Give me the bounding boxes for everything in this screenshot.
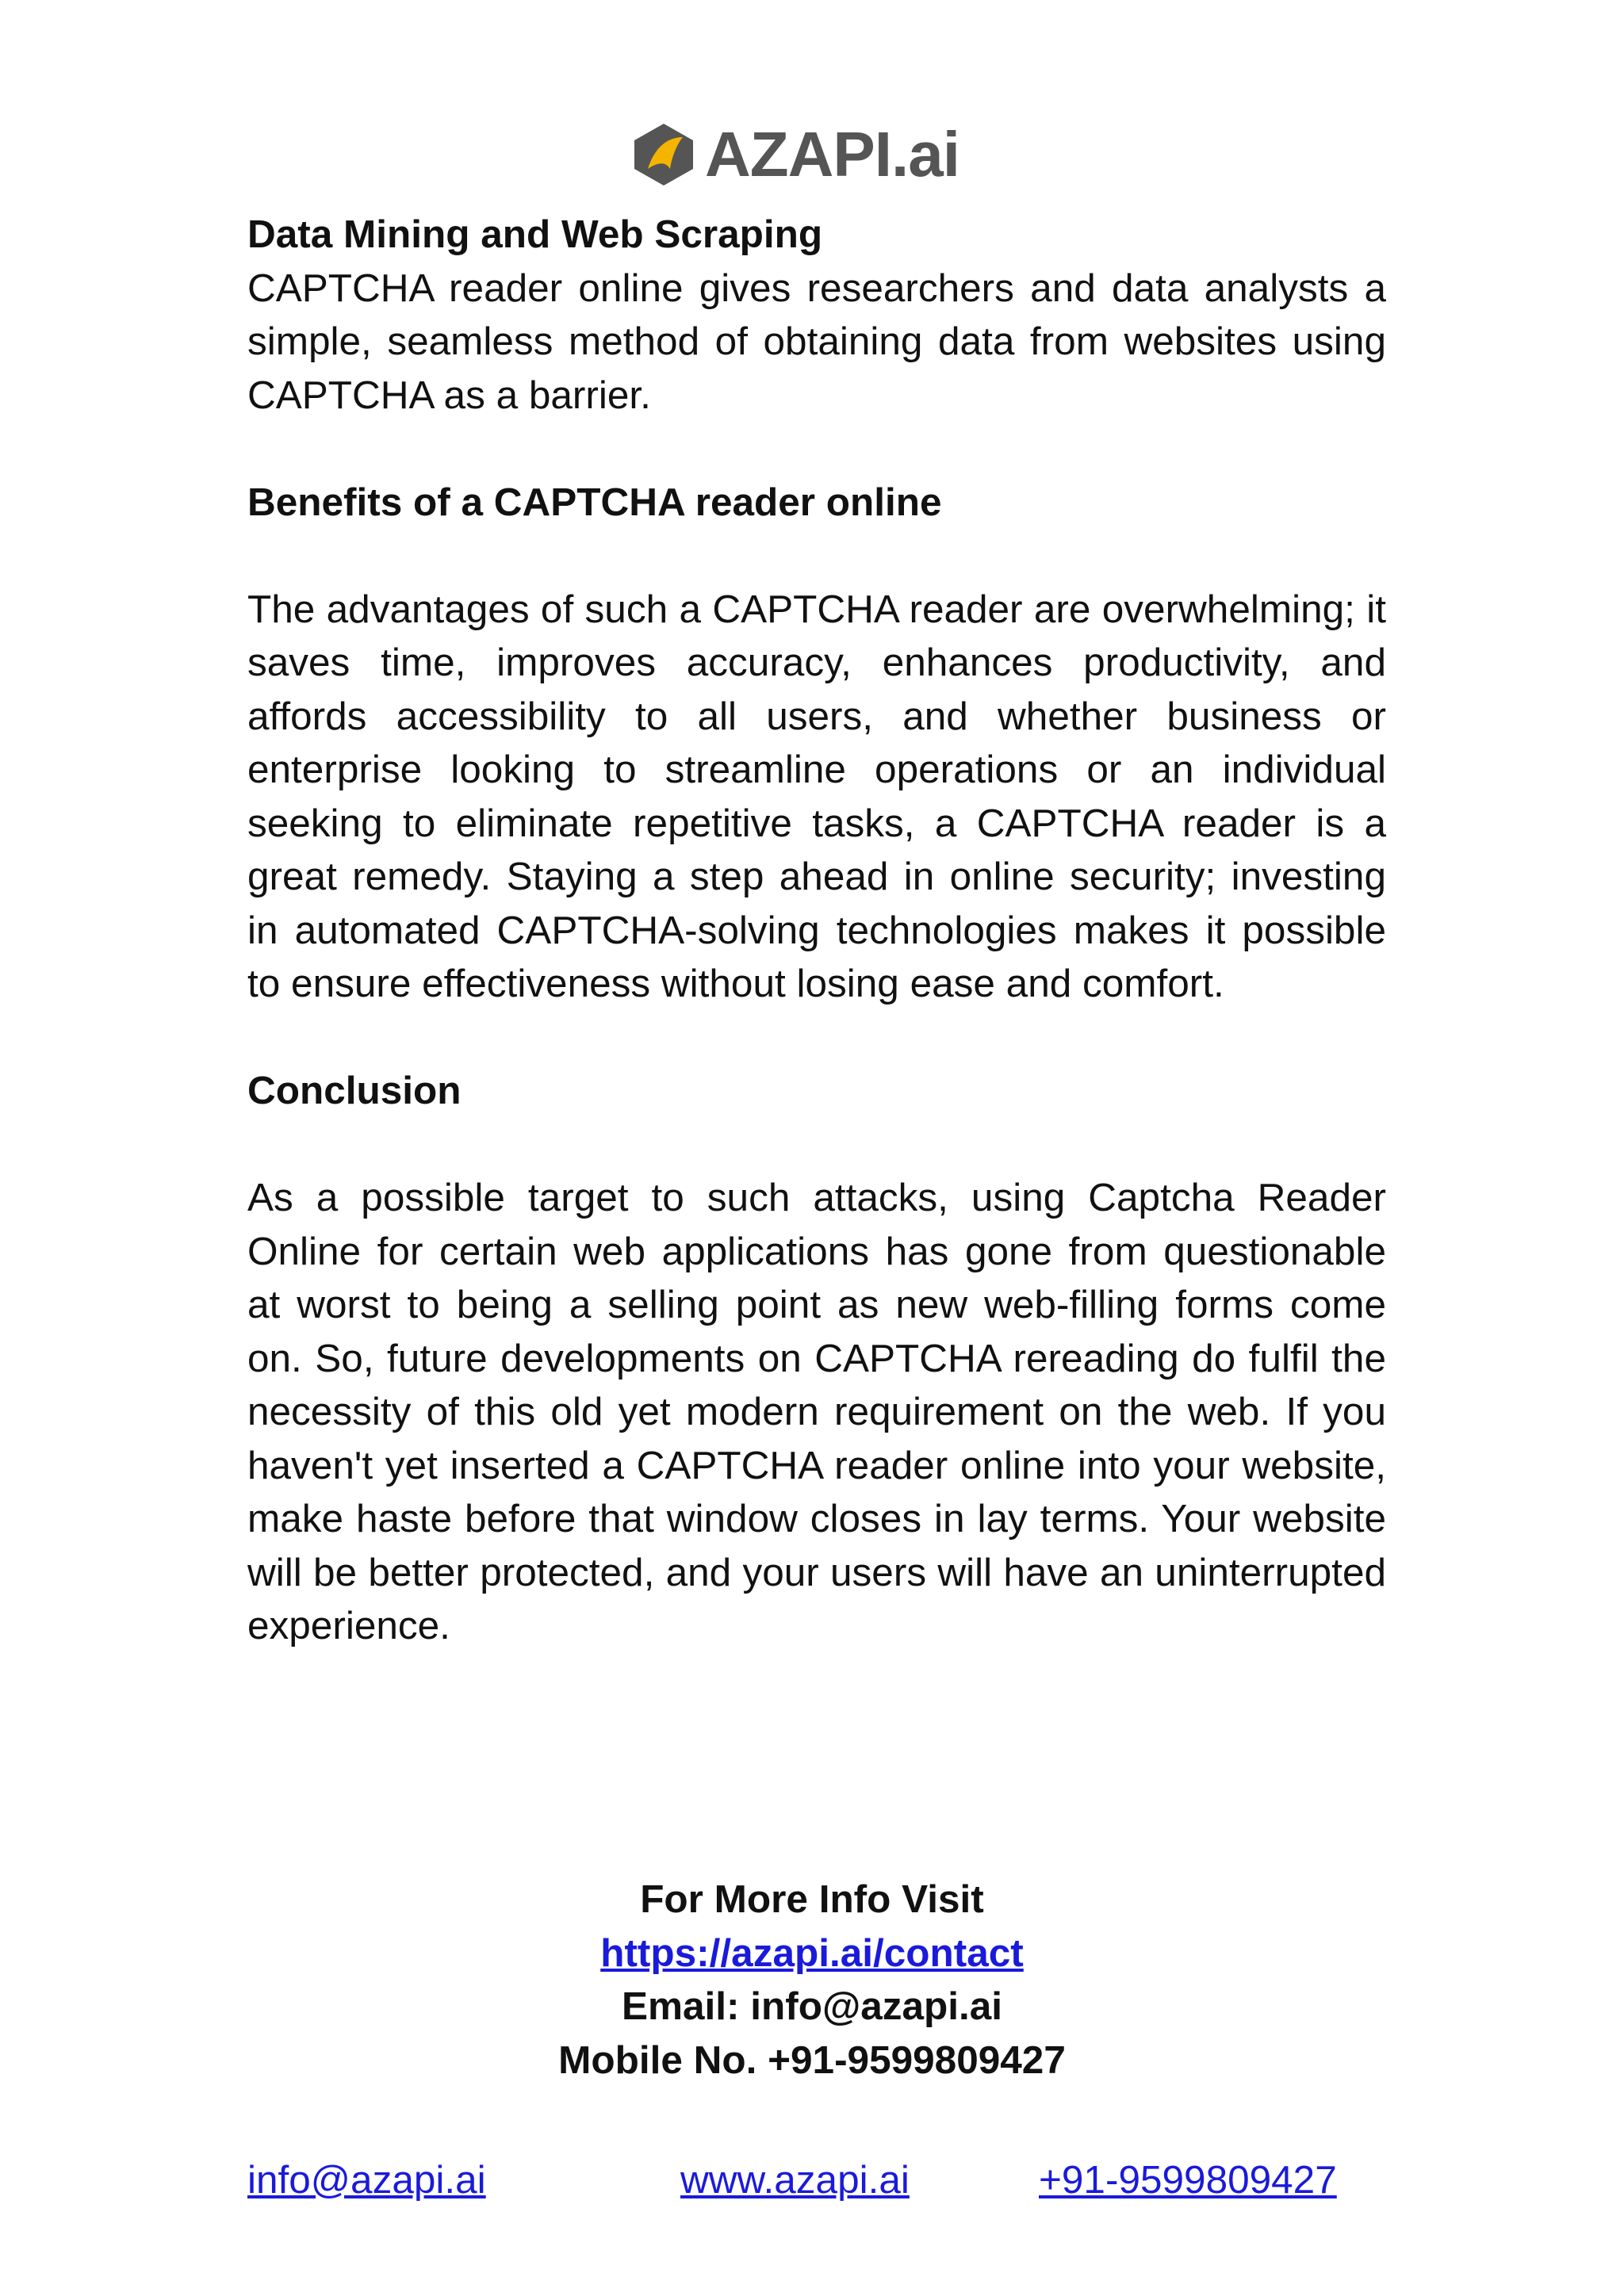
- paragraph-data-mining: CAPTCHA reader online gives researchers and data analysts a simple, seamless method of obtaining data from websites using CAPTCHA as a barrier.: [247, 266, 1386, 417]
- azapi-logo: [630, 119, 959, 190]
- footer-phone-link[interactable]: +91-9599809427: [1039, 2158, 1337, 2202]
- footer-website-link[interactable]: www.azapi.ai: [680, 2158, 910, 2202]
- paragraph-benefits: The advantages of such a CAPTCHA reader are overwhelming; it saves time, improves accuracy, enhances productivity, and affords accessibility to all users, and whether business or enterprise looking to streamline operations or an individual seeking to eliminate repetitive tasks, a CAPTCHA reader is a great remedy. Staying a step ahead in online security; investing in automated CAPTCHA-solving technologies makes it possible to ensure effectiveness without losing ease and comfort.: [247, 587, 1386, 1005]
- contact-title: For More Info Visit: [640, 1877, 984, 1921]
- spacer: [247, 1011, 1386, 1065]
- heading-conclusion: Conclusion: [247, 1069, 462, 1112]
- contact-url-link[interactable]: https://azapi.ai/contact: [600, 1931, 1024, 1975]
- logo-text: AZAPI.ai: [705, 119, 959, 189]
- spacer: [247, 1118, 1386, 1172]
- spacer: [247, 529, 1386, 583]
- footer-email-link[interactable]: info@azapi.ai: [247, 2158, 486, 2202]
- heading-benefits: Benefits of a CAPTCHA reader online: [247, 480, 942, 524]
- contact-mobile: Mobile No. +91-9599809427: [558, 2038, 1066, 2082]
- paragraph-conclusion: As a possible target to such attacks, using Captcha Reader Online for certain web applications has gone from questionable at worst to being a selling point as new web-filling forms come on. So, future developments on CAPTCHA rereading do fulfil the necessity of this old yet modern requirement on the web. If you haven't yet inserted a CAPTCHA reader online into your website, make haste before that window closes in lay terms. Your website will be better protected, and your users will have an uninterrupted experience.: [247, 1176, 1386, 1647]
- spacer: [247, 422, 1386, 476]
- contact-block: [0, 1873, 1624, 2087]
- heading-data-mining: Data Mining and Web Scraping: [247, 212, 823, 256]
- contact-email: Email: info@azapi.ai: [621, 1984, 1003, 2028]
- azapi-logo-icon: [630, 121, 697, 188]
- document-body: [247, 208, 1386, 1653]
